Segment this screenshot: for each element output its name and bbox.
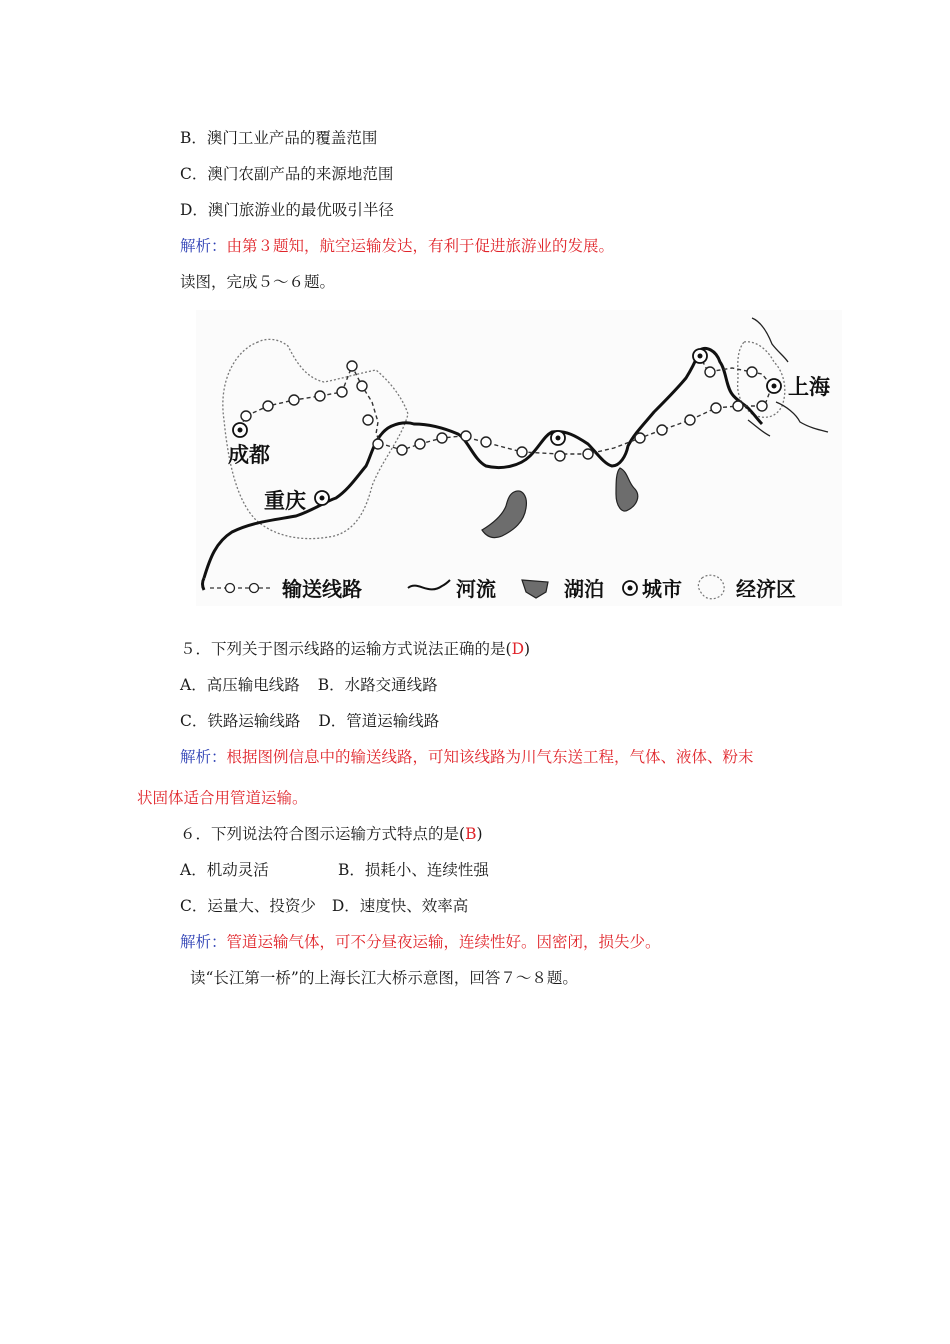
pipeline-station [357,381,367,391]
q6-options-cd [180,895,468,917]
pipeline-station [481,437,491,447]
pipeline-station [315,391,325,401]
pipeline-station [705,367,715,377]
q5-close: ) [524,640,531,658]
pipeline-station [555,451,565,461]
label-chengdu: 成都 [228,443,270,467]
pipeline-station [711,403,721,413]
legend-zone-label: 经济区 [736,577,796,601]
map-background [196,310,842,606]
legend-pipeline-station [226,584,235,593]
q6-options-ab [180,859,489,881]
pipeline-station [373,439,383,449]
q5-option-c: C．铁路运输线路 [180,712,301,730]
pipeline-station [657,425,667,435]
q6-option-c: C．运量大、投资少 [180,897,316,915]
q6-stem-text: ６．下列说法符合图示运输方式特点的是( [180,825,466,843]
legend-city-dot [628,586,633,591]
pipeline-station [757,401,767,411]
q5-option-d: D．管道运输线路 [318,712,440,730]
q6-analysis [180,931,661,953]
q6-option-a: A．机动灵活 [180,861,269,879]
q5-stem-text: ５．下列关于图示线路的运输方式说法正确的是( [180,640,512,658]
legend-city-label: 城市 [642,577,682,601]
intro-7-8: 读“长江第一桥”的上海长江大桥示意图，回答７～８题。 [190,969,578,987]
q4-analysis [180,235,614,257]
q5-analysis-line1: 根据图例信息中的输送线路，可知该线路为川气东送工程，气体、液体、粉末 [226,748,754,766]
city-dot [698,354,703,359]
q4-option-b: B．澳门工业产品的覆盖范围 [180,129,378,147]
q5-stem [180,638,530,660]
pipeline-station [415,439,425,449]
label-chongqing: 重庆 [264,489,306,513]
q6-stem [180,823,483,845]
city-dot [238,428,243,433]
legend-pipeline-station [250,584,259,593]
q5-analysis [180,746,754,768]
q4-option-d: D．澳门旅游业的最优吸引半径 [180,201,394,219]
legend-lake-label: 湖泊 [564,577,604,601]
river-upper [203,578,205,590]
q6-option-b: B．损耗小、连续性强 [338,861,489,879]
pipeline-station [517,447,527,457]
legend-river-label: 河流 [456,577,496,601]
pipeline-station [347,361,357,371]
pipeline-station [437,433,447,443]
pipeline-station [397,445,407,455]
pipeline-station [289,395,299,405]
pipeline-station [583,449,593,459]
pipeline-station [263,401,273,411]
q5-analysis-line2: 状固体适合用管道运输。 [137,789,308,807]
pipeline-station [363,415,373,425]
q6-close: ) [476,825,483,843]
pipeline-station [461,431,471,441]
label-shanghai: 上海 [788,375,830,399]
q5-answer: D [511,640,524,658]
intro-5-6: 读图，完成５～６题。 [180,273,336,291]
legend-pipeline-label: 输送线路 [282,577,362,601]
city-dot [320,496,325,501]
q6-option-d: D．速度快、效率高 [331,897,469,915]
pipeline-station [733,401,743,411]
pipeline-station [747,367,757,377]
city-dot [556,436,561,441]
pipeline-station [635,433,645,443]
pipeline-station [685,415,695,425]
pipeline-station [241,411,251,421]
q6-answer: B [465,825,477,843]
analysis-text: 由第３题知，航空运输发达，有利于促进旅游业的发展。 [226,237,615,255]
q5-options-ab [180,674,438,696]
analysis-label: 解析： [180,933,227,951]
pipeline-map [196,310,842,606]
analysis-label: 解析： [180,748,227,766]
q4-option-c: C．澳门农副产品的来源地范围 [180,165,394,183]
q5-option-b: B．水路交通线路 [317,676,438,694]
q5-options-cd [180,710,439,732]
city-dot [772,384,777,389]
pipeline-station [337,387,347,397]
analysis-label: 解析： [180,237,227,255]
q5-option-a: A．高压输电线路 [180,676,300,694]
q6-analysis-text: 管道运输气体，可不分昼夜运输，连续性好。因密闭，损失少。 [226,933,661,951]
